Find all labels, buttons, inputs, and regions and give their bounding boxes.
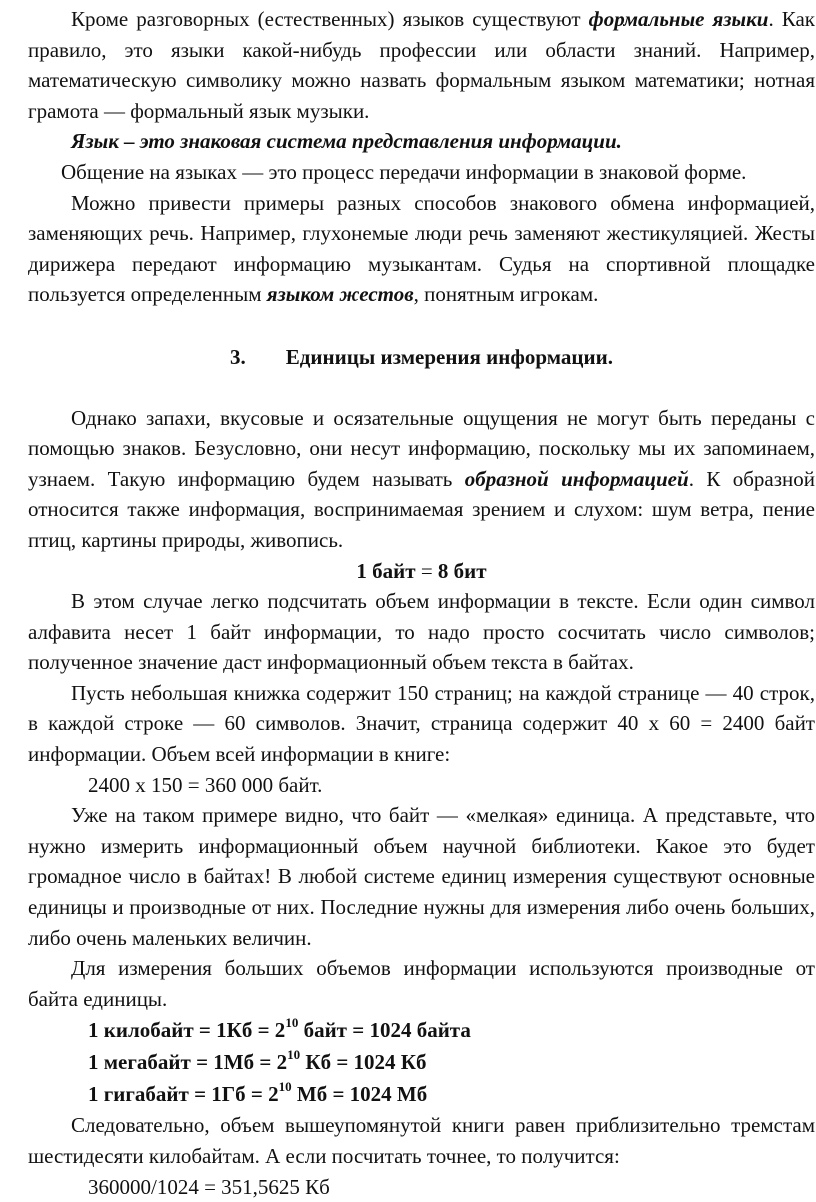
text-run: . Как правило, это языки какой-нибудь профессии или области знаний. Например, математическую символику можно назвать формальным языком математики; нотная грамота — формальный язык музыки. (28, 7, 815, 123)
formula-text: Кб = 1024 Кб (300, 1050, 427, 1075)
text-run: Однако запахи, вкусовые и осязательные ощущения не могут быть переданы с помощью знаков. Безусловно, они несут информацию, поскольку мы их запоминаем, узнаем. Такую информацию будем называть (28, 405, 815, 491)
paragraph-book-example: Пусть небольшая книжка содержит 150 страниц; на каждой странице — 40 строк, в каждой строке — 60 символов. Значит, страница содержит 40 х 60 = 2400 байт информации. Объем всей информации в книге: (28, 680, 815, 767)
paragraph-sign-exchange (28, 188, 815, 310)
term-formal-languages: формальные языки (588, 7, 769, 31)
section-title: Единицы измерения информации. (285, 344, 613, 369)
formula-kilobyte (28, 1014, 815, 1046)
definition-language: Язык – это знаковая система представления информации. (71, 129, 622, 154)
term-sign-language: языком жестов (266, 282, 414, 307)
formula-text: байт = 1024 байта (298, 1018, 471, 1043)
text-run: . К образной относится также информация, воспринимаемая зрением и слухом: шум ветра, пение птиц, картины природы, живопись. (28, 466, 815, 552)
paragraph-formal-languages (28, 4, 815, 126)
document-page (28, 4, 815, 1202)
formula-gigabyte (28, 1078, 815, 1110)
paragraph-byte-small-unit: Уже на таком примере видно, что байт — «мелкая» единица. А представьте, что нужно измерить информационный объем научной библиотеки. Какое это будет громадное число в байтах! В любой системе единиц измерения существуют основные единицы и производные от них. Последние нужны для измерения либо очень больших, либо очень маленьких величин. (28, 803, 815, 950)
section-heading (28, 342, 815, 373)
term-imaginative-info: образной информацией (464, 466, 689, 491)
paragraph-communication: Общение на языках — это процесс передачи информации в знаковой форме. (61, 159, 747, 184)
text-run: , понятным игрокам. (413, 282, 599, 307)
paragraph-imaginative-info (28, 403, 815, 556)
formula-exponent: 10 (285, 1015, 299, 1031)
section-number: 3. (230, 344, 246, 369)
formula-megabyte (28, 1046, 815, 1078)
byte-rule (28, 556, 815, 587)
formula-text: 1 мегабайт = 1Мб = 2 (88, 1050, 288, 1075)
formula-text: 1 гигабайт = 1Гб = 2 (88, 1082, 279, 1107)
byte-rule-left: 1 байт (356, 558, 416, 583)
calculation-book-bytes: 2400 х 150 = 360 000 байт. (88, 772, 323, 797)
formula-exponent: 10 (287, 1047, 301, 1063)
text-run: Кроме разговорных (естественных) языков существуют (71, 7, 589, 31)
formula-text: 1 килобайт = 1Кб = 2 (88, 1018, 286, 1043)
paragraph-conclusion: Следовательно, объем вышеупомянутой книги равен приблизительно тремстам шестидесяти килобайтам. А если посчитать точнее, то получится: (28, 1113, 815, 1168)
paragraph-derived-units: Для измерения больших объемов информации используются производные от байта единицы. (28, 956, 815, 1011)
formula-exponent: 10 (278, 1079, 292, 1095)
paragraph-count-volume: В этом случае легко подсчитать объем информации в тексте. Если один символ алфавита несет 1 байт информации, то надо просто сосчитать число символов; полученное значение даст информационный объем текста в байтах. (28, 589, 815, 675)
text-run: Можно привести примеры разных способов знакового обмена информацией, заменяющих речь. Например, глухонемые люди речь заменяют жестикуляцией. Жесты дирижера передают информацию музыкантам. Судья на спортивной площадке пользуется определенным (28, 190, 815, 307)
calculation-kilobytes: 360000/1024 = 351,5625 Кб (88, 1174, 330, 1199)
formula-text: Мб = 1024 Мб (291, 1082, 428, 1107)
byte-rule-eq: = (415, 558, 438, 583)
byte-rule-right: 8 бит (437, 558, 487, 583)
